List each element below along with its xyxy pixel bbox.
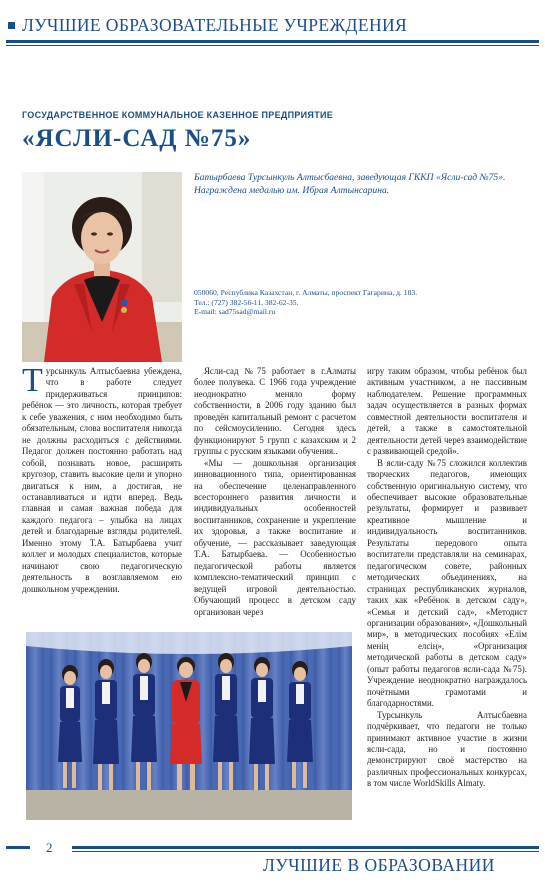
photo-caption: Батырбаева Турсынкуль Алтысбаевна, заведующая ГККП «Ясли-сад №75». Награждена медалью им. Ибрая Алтынсарина. xyxy=(194,172,506,196)
header-bullet xyxy=(8,22,15,29)
article-paragraph: «Мы — дошкольная организация инновационного типа, ориентированная на обеспечение целенаправленного всестороннего развития личности и индивидуальных особенностей воспитанников, сохранение и укрепление их здоровья, а также воспитание и обучение, — рассказывает заведующая Т.А. Батырбаева. — Особенностью педагогической работы является комплексно-тематический принцип с ведущей игровой деятельностью. Обучающий процесс в детском саду организован через xyxy=(194,457,356,617)
group-illustration xyxy=(26,632,352,820)
portrait-photo xyxy=(22,172,182,362)
contact-email: E-mail: sad75sad@mail.ru xyxy=(194,307,276,317)
footer-rule-left xyxy=(6,846,30,849)
organization-type: ГОСУДАРСТВЕННОЕ КОММУНАЛЬНОЕ КАЗЕННОЕ ПРЕДПРИЯТИЕ xyxy=(22,110,334,120)
portrait-illustration xyxy=(22,172,182,362)
footer-rule-right xyxy=(72,846,539,849)
article-paragraph: игру таким образом, чтобы ребёнок был активным участником, а не пассивным наблюдателем. Решение программных задач осуществляется в разных формах совместной деятельности воспитателя и детей, а также в самостоятельной деятельности детей через взаимодействие с развивающей средой». xyxy=(367,366,527,457)
footer-title: ЛУЧШИЕ В ОБРАЗОВАНИИ xyxy=(263,855,495,875)
article-column-3 xyxy=(367,366,527,790)
article-column-1 xyxy=(22,362,182,595)
header-rule xyxy=(6,40,539,43)
contact-address: 050060, Республика Казахстан, г. Алматы, проспект Гагарина, д. 183. xyxy=(194,288,418,297)
article-text: урсынкуль Алтысбаевна убеждена, что в работе следует придерживаться принципов: ребёнок — это личность, которая требует к себе уважения, с ним необходимо быть обязательным, слова воспитателя никогда не должны расходиться с действиями. Педагог должен постоянно работать над собой, познавать новое, расширять кругозор, ставить высокие цели и упорно двигаться к ним, а достигая, не останавливаться и идти вперед. Ведь главная и самая важная победа для каждого педагога – улыбка на лицах детей и благодарные взгляды родителей. Именно этому Т.А. Батырбаева учит коллег и молодых специалистов, которые начинают свою педагогическую деятельность в возглавляемом ею дошкольном учреждении. xyxy=(22,366,182,594)
article-column-2 xyxy=(194,366,356,618)
footer-rule-right-thin xyxy=(72,851,539,852)
drop-cap: Т xyxy=(22,362,43,399)
page-number: 2 xyxy=(46,840,53,855)
organization-name: «ЯСЛИ-САД №75» xyxy=(22,125,252,152)
group-photo xyxy=(26,632,352,820)
article-paragraph: Ясли-сад №75 работает в г.Алматы более полувека. С 1966 года учреждение неоднократно меняло форму собственности, в 2006 году зданию был проведён капитальный ремонт с расчетом по сейсмоусилению. Сегодня здесь функционируют 5 групп с казахским и 2 группы с русским языками обучения.. xyxy=(194,366,356,457)
article-paragraph: В ясли-саду №75 сложился коллектив творческих педагогов, имеющих собственную оригинальную систему, что обеспечивает высокие образовательные результаты, формирует и развивает креативное мышление и индивидуальность воспитанников. Результаты передового опыта воспитатели представляли на семинарах, педагогическом совете, районных методических объединениях, на страницах республиканских журналов, таких как «Ребёнок в детском саду», «Семья и детский сад», «Методист организации образования», «Дошкольный мир», в методических пособиях «Елім менің елсің», «Организация методической работы в детском саду» (опыт работы педагогов ясли-сада №75). Учреждение неоднократно награждалось почётными грамотами и благодарностями. xyxy=(367,457,527,709)
header-rule-thin xyxy=(6,45,539,46)
section-title: ЛУЧШИЕ ОБРАЗОВАТЕЛЬНЫЕ УЧРЕЖДЕНИЯ xyxy=(22,15,408,35)
contact-phone: Тел.: (727) 382-56-11, 382-62-35. xyxy=(194,297,299,307)
article-paragraph: Турсынкуль Алтысбаевна подчёркивает, что педагоги не только принимают активное участие в жизни ясли-сада, но и постоянно демонстрируют своё мастерство на различных профессиональных конкурсах, в том числе WorldSkills Almaty. xyxy=(367,709,527,789)
contacts-block xyxy=(194,288,524,317)
article-paragraph xyxy=(22,362,182,595)
